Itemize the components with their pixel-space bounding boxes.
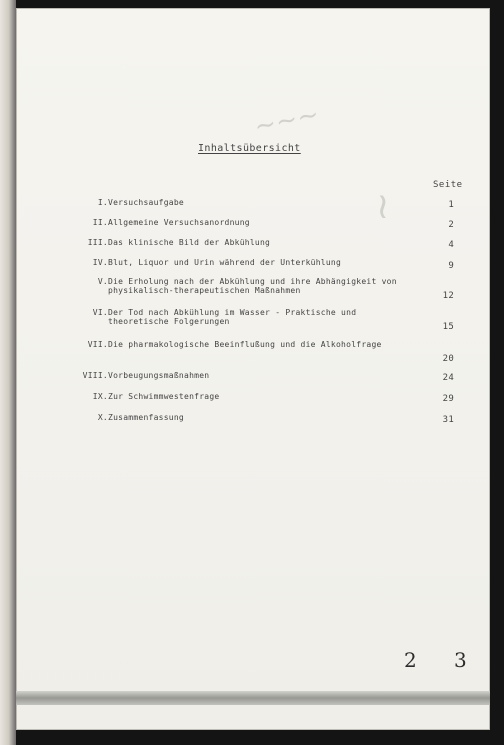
toc-entry-number: IV.	[92, 258, 108, 267]
bottom-edge-strip	[16, 691, 490, 705]
toc-entry-number: VIII.	[82, 371, 108, 380]
toc-entry-title: Das klinische Bild der Abkühlung	[108, 238, 271, 247]
toc-entry-page: 4	[448, 240, 454, 250]
toc-entry-page: 20	[442, 354, 454, 364]
toc-entry-number: I.	[97, 198, 108, 207]
toc-entry-number: X.	[97, 413, 108, 422]
toc-entry-title: Blut, Liquor und Urin während der Unterkühlung	[108, 258, 342, 267]
toc-entry-page: 12	[442, 291, 454, 301]
toc-entry-page: 9	[448, 261, 454, 271]
scan-left-edge	[0, 0, 16, 745]
toc-entry-page: 15	[442, 322, 454, 332]
faint-handwriting-mark: ≀	[376, 186, 390, 227]
faint-handwriting-mark: ~~~	[251, 99, 322, 143]
toc-entry-page: 29	[442, 394, 454, 404]
page-column-header: Seite	[433, 180, 463, 190]
toc-entry-title: Allgemeine Versuchsanordnung	[108, 218, 250, 227]
toc-entry-page: 2	[448, 220, 454, 230]
toc-entry-number: V.	[97, 277, 108, 286]
corner-page-number: 3	[454, 648, 467, 672]
toc-entry-page: 1	[448, 200, 454, 210]
toc-entry-number: II.	[92, 218, 108, 227]
toc-entry-number: VI.	[92, 308, 108, 317]
toc-entry-title: Die Erholung nach der Abkühlung und ihre Abhängigkeit von physikalisch-therapeutischen Maßnahmen	[108, 277, 397, 295]
toc-entry-title: Vorbeugungsmaßnahmen	[108, 371, 210, 380]
toc-entry-number: IX.	[92, 392, 108, 401]
toc-entry-title: Zusammenfassung	[108, 413, 184, 422]
document-page	[16, 8, 490, 730]
toc-entry-page: 24	[442, 373, 454, 383]
toc-entry-title: Die pharmakologische Beeinflußung und die Alkoholfrage	[108, 340, 382, 349]
toc-entry-title: Versuchsaufgabe	[108, 198, 184, 207]
toc-entry-number: III.	[87, 238, 108, 247]
toc-entry-number: VII.	[87, 340, 108, 349]
page-title: Inhaltsübersicht	[198, 143, 301, 154]
toc-entry-page: 31	[442, 415, 454, 425]
toc-entry-title: Zur Schwimmwestenfrage	[108, 392, 220, 401]
toc-entry-title: Der Tod nach Abkühlung im Wasser - Praktische und theoretische Folgerungen	[108, 308, 357, 326]
corner-page-number: 2	[404, 648, 417, 672]
